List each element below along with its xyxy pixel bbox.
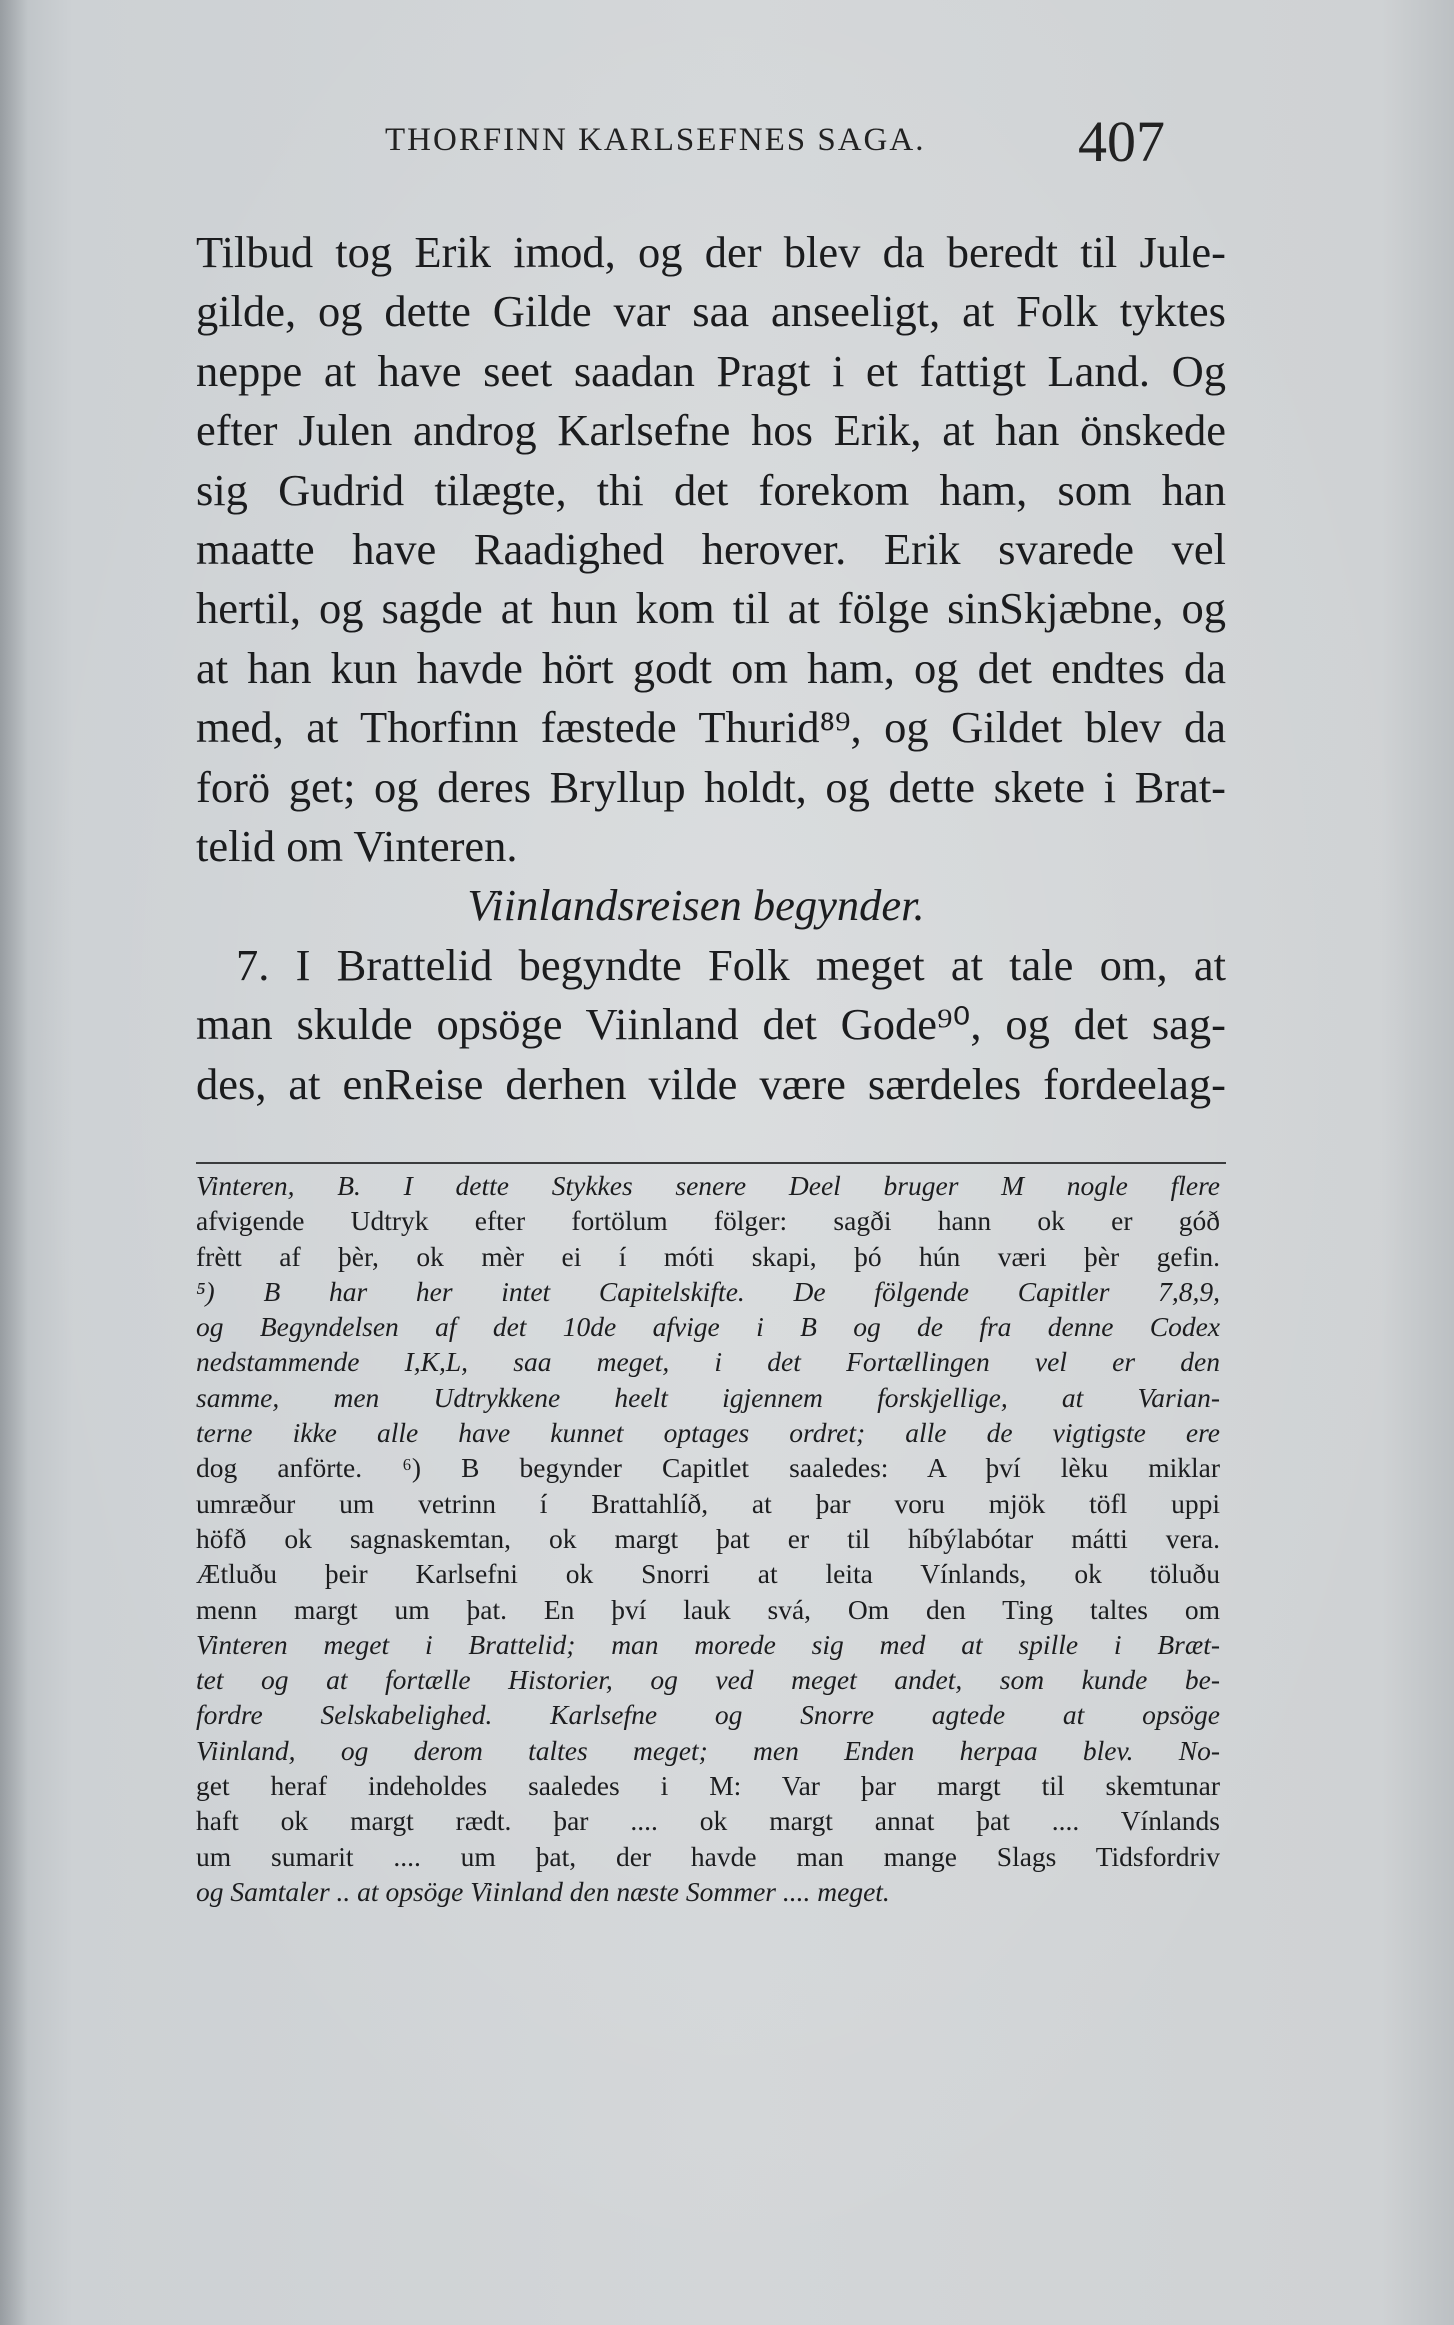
footnote-line: Ætluðu þeir Karlsefni ok Snorri at leita Vínlands, ok töluðu [196,1558,1220,1590]
text-line: sig Gudrid tilægte, thi det forekom ham, som han [196,464,1226,515]
footnotes [196,1168,1220,1909]
footnote-line: get heraf indeholdes saaledes i M: Var þar margt til skemtunar [196,1770,1220,1802]
running-title: THORFINN KARLSEFNES SAGA. [385,122,926,158]
footnote-line: ⁵) B har her intet Capitelskifte. De fölgende Capitler 7,8,9, [196,1275,1220,1307]
footnote-line: Viinland, og derom taltes meget; men Enden herpaa blev. No- [196,1734,1220,1766]
text-line: 7. I Brattelid begyndte Folk meget at tale om, at [236,939,1226,990]
text-line: gilde, og dette Gilde var saa anseeligt, at Folk tyktes [196,286,1226,337]
text-line: des, at enReise derhen vilde være særdeles fordeelag- [196,1058,1226,1109]
footnote-line: samme, men Udtrykkene heelt igjennem forskjellige, at Varian- [196,1381,1220,1413]
footnote-line: haft ok margt rædt. þar .... ok margt annat þat .... Vínlands [196,1805,1220,1837]
section-heading: Viinlandsreisen begynder. [467,880,925,931]
footnote-line: nedstammende I,K,L, saa meget, i det Fortællingen vel er den [196,1346,1220,1378]
text-line: Tilbud tog Erik imod, og der blev da beredt til Jule- [196,227,1226,277]
text-line: man skulde opsöge Viinland det Gode⁹⁰, og det sag- [196,999,1226,1050]
footnote-line: afvigende Udtryk efter fortölum fölger: sagði hann ok er góð [196,1205,1220,1237]
footnote-divider [196,1162,1226,1164]
text-line: telid om Vinteren. [196,821,518,872]
footnote-line: fordre Selskabelighed. Karlsefne og Snorre agtede at opsöge [196,1699,1220,1731]
footnote-line: frètt af þèr, ok mèr ei í móti skapi, þó hún væri þèr gefin. [196,1240,1220,1272]
footnote-line: um sumarit .... um þat, der havde man mange Slags Tidsfordriv [196,1840,1220,1872]
footnote-line: höfð ok sagnaskemtan, ok margt þat er til híbýlabótar mátti vera. [196,1522,1220,1554]
footnote-line: tet og at fortælle Historier, og ved meget andet, som kunde be- [196,1664,1220,1696]
text-line: maatte have Raadighed herover. Erik svarede vel [196,524,1226,575]
main-text [196,223,1226,1114]
page-number: 407 [1078,109,1165,174]
footnote-line: umræður um vetrinn í Brattahlíð, at þar voru mjök töfl uppi [196,1487,1220,1519]
text-line: med, at Thorfinn fæstede Thurid⁸⁹, og Gildet blev da [196,702,1226,753]
text-line: at han kun havde hört godt om ham, og det endtes da [196,642,1226,693]
text-line: neppe at have seet saadan Pragt i et fattigt Land. Og [196,345,1226,396]
footnote-line: terne ikke alle have kunnet optages ordret; alle de vigtigste ere [196,1417,1220,1449]
footnote-line: dog anförte. ⁶) B begynder Capitlet saaledes: A því lèku miklar [196,1452,1220,1484]
footnote-line: og Samtaler .. at opsöge Viinland den næste Sommer .... meget. [196,1875,890,1907]
footnote-line: menn margt um þat. En því lauk svá, Om den Ting taltes om [196,1593,1220,1625]
text-line: efter Julen androg Karlsefne hos Erik, at han önskede [196,405,1226,456]
footnote-line: og Begyndelsen af det 10de afvige i B og de fra denne Codex [196,1311,1220,1343]
text-line: forö get; og deres Bryllup holdt, og dette skete i Brat- [196,761,1226,812]
footnote-line: Vinteren meget i Brattelid; man morede sig med at spille i Bræt- [196,1628,1220,1660]
footnote-line: Vinteren, B. I dette Stykkes senere Deel bruger M nogle flere [196,1170,1220,1201]
spine-shadow [0,0,28,2325]
text-line: hertil, og sagde at hun kom til at fölge sinSkjæbne, og [196,583,1226,634]
